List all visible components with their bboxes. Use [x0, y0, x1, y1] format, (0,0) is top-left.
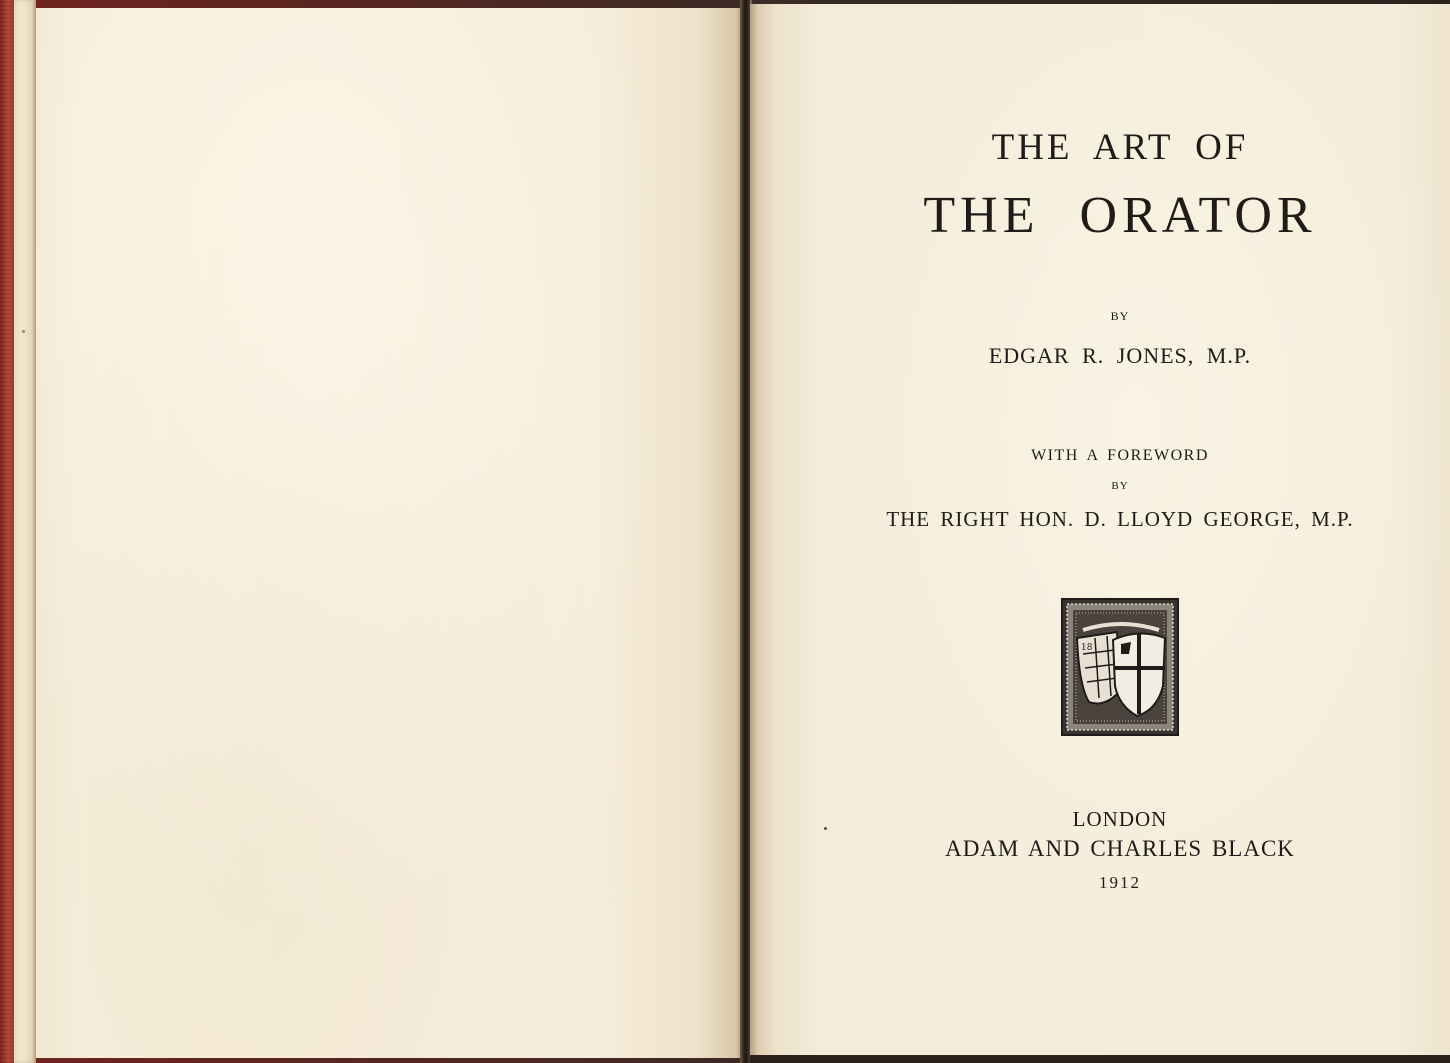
foreword-by-label: BY	[1111, 480, 1129, 492]
svg-text:18: 18	[1081, 643, 1093, 653]
title-page	[750, 4, 1450, 1059]
cover-turn-in	[14, 0, 36, 1063]
author-name: EDGAR R. JONES, M.P.	[988, 343, 1252, 368]
blank-verso-page	[36, 8, 742, 1058]
book-title-line-2: THE ORATOR	[923, 187, 1317, 244]
title-page-text-column	[810, 4, 1430, 1059]
foreword-label: WITH A FOREWORD	[1031, 447, 1209, 464]
title-page-content	[750, 4, 1450, 1059]
publishers-device-emblem-icon	[1061, 598, 1179, 736]
by-label: BY	[1110, 309, 1130, 323]
paper-speck	[22, 330, 25, 333]
book-title-line-1: THE ART OF	[991, 127, 1249, 168]
paper-speck	[824, 827, 827, 830]
page-bottom-shadow	[750, 1055, 1450, 1063]
foreword-author-name: THE RIGHT HON. D. LLOYD GEORGE, M.P.	[886, 507, 1354, 531]
publication-place: LONDON	[1072, 807, 1168, 831]
publisher-name: ADAM AND CHARLES BLACK	[945, 836, 1295, 861]
publication-year: 1912	[1099, 873, 1141, 892]
